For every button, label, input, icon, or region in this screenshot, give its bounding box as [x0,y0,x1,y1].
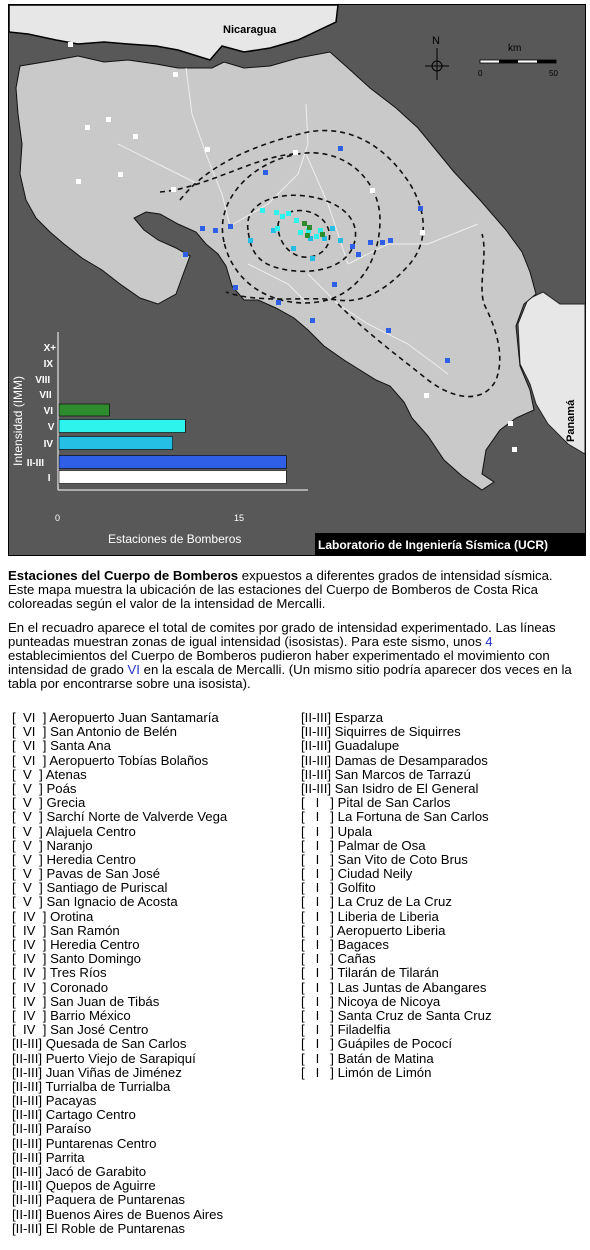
station-list-item: [ V ] Poás [12,780,77,796]
station-list-item: [II-III] Pacayas [12,1093,97,1109]
station-marker [310,256,315,261]
station-list-item: [ V ] Santiago de Puriscal [12,880,168,896]
category-label: V [47,422,55,433]
category-label: IX [43,359,54,370]
station-marker [420,230,425,235]
station-list-item: [ V ] Pavas de San José [12,866,161,882]
station-marker [118,172,123,177]
station-marker [133,134,138,139]
intensity-grade-highlight: VI [127,662,140,677]
station-list-item: [ I ] Ciudad Neily [301,866,413,882]
station-marker [85,125,90,130]
station-list-item: [ I ] San Vito de Coto Brus [301,851,468,867]
station-list-item: [ IV ] Heredia Centro [12,937,140,952]
station-marker [291,246,296,251]
station-list-item: [II-III] Guadalupe [301,738,400,754]
station-marker [248,238,253,243]
station-list-item: [II-III] Buenos Aires de Buenos Aires [12,1206,224,1222]
station-list-item: [ IV ] Barrio México [12,1007,131,1023]
intensity-bar [59,437,173,450]
station-marker [508,421,513,426]
station-list-item: [ I ] Cañas [301,951,376,967]
station-list-item: [II-III] San Isidro de El General [301,780,479,796]
station-list-item: [ IV ] San Ramón [12,922,120,938]
station-list-item: [ V ] Atenas [12,766,87,782]
category-label: VI [43,406,54,417]
station-list-item: [II-III] San Marcos de Tarrazú [301,766,471,782]
station-marker [275,226,280,231]
station-list-item: [ VI ] Santa Ana [12,738,111,754]
station-list-item: [ V ] Alajuela Centro [12,823,136,839]
station-list-item: [II-III] Siquirres de Siquirres [301,724,461,740]
station-list-item: [II-III] Quesada de San Carlos [12,1036,187,1052]
station-list-item: [II-III] Quepos de Aguirre [12,1178,156,1194]
station-marker [418,206,423,211]
station-marker [320,232,325,237]
station-list-item: [ I ] Filadelfia [301,1022,391,1038]
station-list-item: [ V ] Naranjo [12,837,93,853]
station-list-item: [ I ] Las Juntas de Abangares [301,979,487,995]
station-marker [512,447,517,452]
station-list-item: [ I ] Liberia de Liberia [301,908,439,924]
station-list-item: [II-III] Damas de Desamparados [301,752,488,768]
station-marker [330,226,335,231]
station-list-item: [ IV ] Santo Domingo [12,951,142,967]
station-marker [213,228,218,233]
station-list-item: [ I ] Santa Cruz de Santa Cruz [301,1007,492,1023]
station-list-item: [II-III] Esparza [301,710,384,725]
description-text: establecimientos del Cuerpo de Bomberos pudieron haber experimentado el movimiento con intensidad de grado [8,648,550,677]
station-marker [298,230,303,235]
station-marker [356,252,361,257]
station-marker [276,300,281,305]
category-label: VII [39,390,52,401]
station-marker [274,210,279,215]
station-marker [200,226,205,231]
intensity-bar [59,420,185,433]
station-list-item: [ V ] Sarchí Norte de Valverde Vega [12,809,228,825]
station-marker [171,187,176,192]
station-marker [386,328,391,333]
station-marker [68,42,73,47]
station-count-highlight: 4 [485,634,493,649]
station-list-item: [ I ] Bagaces [301,937,389,952]
intensity-bar [59,471,286,484]
station-list-item: [ V ] Grecia [12,795,86,811]
description-text: En el recuadro aparece el total de comites por grado de intensidad experimentado. Las líneas punteadas muestran zonas de igual intensidad (isosistas). Para este sismo, unos [8,620,556,649]
station-list-item: [ I ] Nicoya de Nicoya [301,993,441,1009]
station-marker [260,208,265,213]
station-marker [106,117,111,122]
station-list-item: [ IV ] Tres Ríos [12,965,107,981]
station-list-item: [ VI ] Aeropuerto Juan Santamaría [12,710,219,725]
station-list-item: [ I ] La Fortuna de San Carlos [301,809,489,825]
station-list-item: [ I ] Golfito [301,880,376,896]
station-list-item: [II-III] Turrialba de Turrialba [12,1078,171,1094]
station-list-item: [ I ] Guápiles de Pococí [301,1036,452,1052]
category-label: IV [43,439,54,450]
credit-label: Laboratorio de Ingeniería Sísmica (UCR) [318,538,549,552]
station-list-item: [ I ] Palmar de Osa [301,837,426,853]
station-marker [305,233,310,238]
intensity-bar [59,456,286,469]
station-list-item: [ IV ] Orotina [12,908,94,924]
station-list-item: [II-III] Paraíso [12,1121,92,1137]
station-list-item: [II-III] Cartago Centro [12,1107,136,1123]
station-list-item: [ I ] Pital de San Carlos [301,795,451,811]
station-list-item: [ VI ] San Antonio de Belén [12,724,177,740]
description-text: en la escala de Mercalli. (Un mismo sitio podría aparecer dos veces en la tabla por encontrarse sobre una isosista). [8,662,572,691]
station-list-item: [II-III] El Roble de Puntarenas [12,1220,185,1236]
station-list-item: [ IV ] San José Centro [12,1022,149,1038]
chart-xlabel: Estaciones de Bomberos [108,532,242,546]
description-title: Estaciones del Cuerpo de Bomberos [8,568,239,583]
stations-list-right [301,711,492,1080]
station-marker [294,218,299,223]
scale-start: 0 [478,69,483,78]
station-marker [302,221,307,226]
category-label: VIII [35,375,51,386]
station-list-item: [ IV ] San Juan de Tibás [12,993,160,1009]
description-paragraph-2 [8,621,580,691]
scale-unit: km [508,43,522,54]
station-marker [314,234,319,239]
station-list-item: [ I ] Aeropuerto Liberia [301,922,446,938]
panama-label: Panamá [565,399,577,442]
intensity-map [8,4,586,556]
station-marker [263,170,268,175]
station-marker [380,240,385,245]
station-marker [228,224,233,229]
station-list-item: [ I ] Tilarán de Tilarán [301,965,439,981]
station-marker [368,240,373,245]
station-marker [424,393,429,398]
station-list-item: [II-III] Puerto Viejo de Sarapiquí [12,1050,196,1066]
north-label: N [432,35,440,47]
category-label: X+ [43,343,57,354]
station-marker [173,72,178,77]
station-marker [76,179,81,184]
station-marker [233,285,238,290]
station-marker [286,211,291,216]
station-list-item: [ IV ] Coronado [12,979,109,995]
station-marker [205,147,210,152]
xtick-label: 0 [55,513,61,523]
station-list-item: [II-III] Juan Viñas de Jiménez [12,1064,182,1080]
station-marker [388,238,393,243]
description-paragraph-1 [8,569,580,611]
nicaragua-label: Nicaragua [223,24,277,36]
station-marker [445,358,450,363]
station-list-item: [ I ] Limón de Limón [301,1064,432,1080]
station-marker [338,146,343,151]
station-marker [307,225,312,230]
station-marker [350,244,355,249]
station-list-item: [ I ] Batán de Matina [301,1050,434,1066]
chart-ylabel: Intensidad (IMM) [11,375,25,466]
intensity-bar [59,404,110,416]
station-list-item: [ I ] La Cruz de La Cruz [301,894,452,910]
xtick-label: 15 [234,513,245,523]
station-list-item: [II-III] Paquera de Puntarenas [12,1192,186,1208]
station-list-item: [ V ] San Ignacio de Acosta [12,894,178,910]
station-marker [370,188,375,193]
stations-list-left [12,711,227,1236]
category-label: II-III [26,458,45,469]
station-list-item: [II-III] Puntarenas Centro [12,1135,157,1151]
station-marker [293,150,298,155]
scale-end: 50 [549,69,558,78]
station-list-item: [ I ] Upala [301,823,373,839]
category-label: I [47,473,51,484]
station-marker [310,318,315,323]
description-text: expuestos a diferentes grados de intensidad sísmica. Este mapa muestra la ubicación de las estaciones del Cuerpo de Bomberos de Costa Rica coloreadas según el valor de la intensidad de Mercalli. [8,568,553,611]
station-list-item: [ V ] Heredia Centro [12,851,136,867]
station-marker [332,282,337,287]
station-marker [338,238,343,243]
station-marker [280,214,285,219]
station-list-item: [II-III] Jacó de Garabito [12,1164,147,1179]
station-list-item: [ VI ] Aeropuerto Tobías Bolaños [12,752,209,768]
station-marker [183,252,188,257]
station-list-item: [II-III] Parrita [12,1149,85,1165]
